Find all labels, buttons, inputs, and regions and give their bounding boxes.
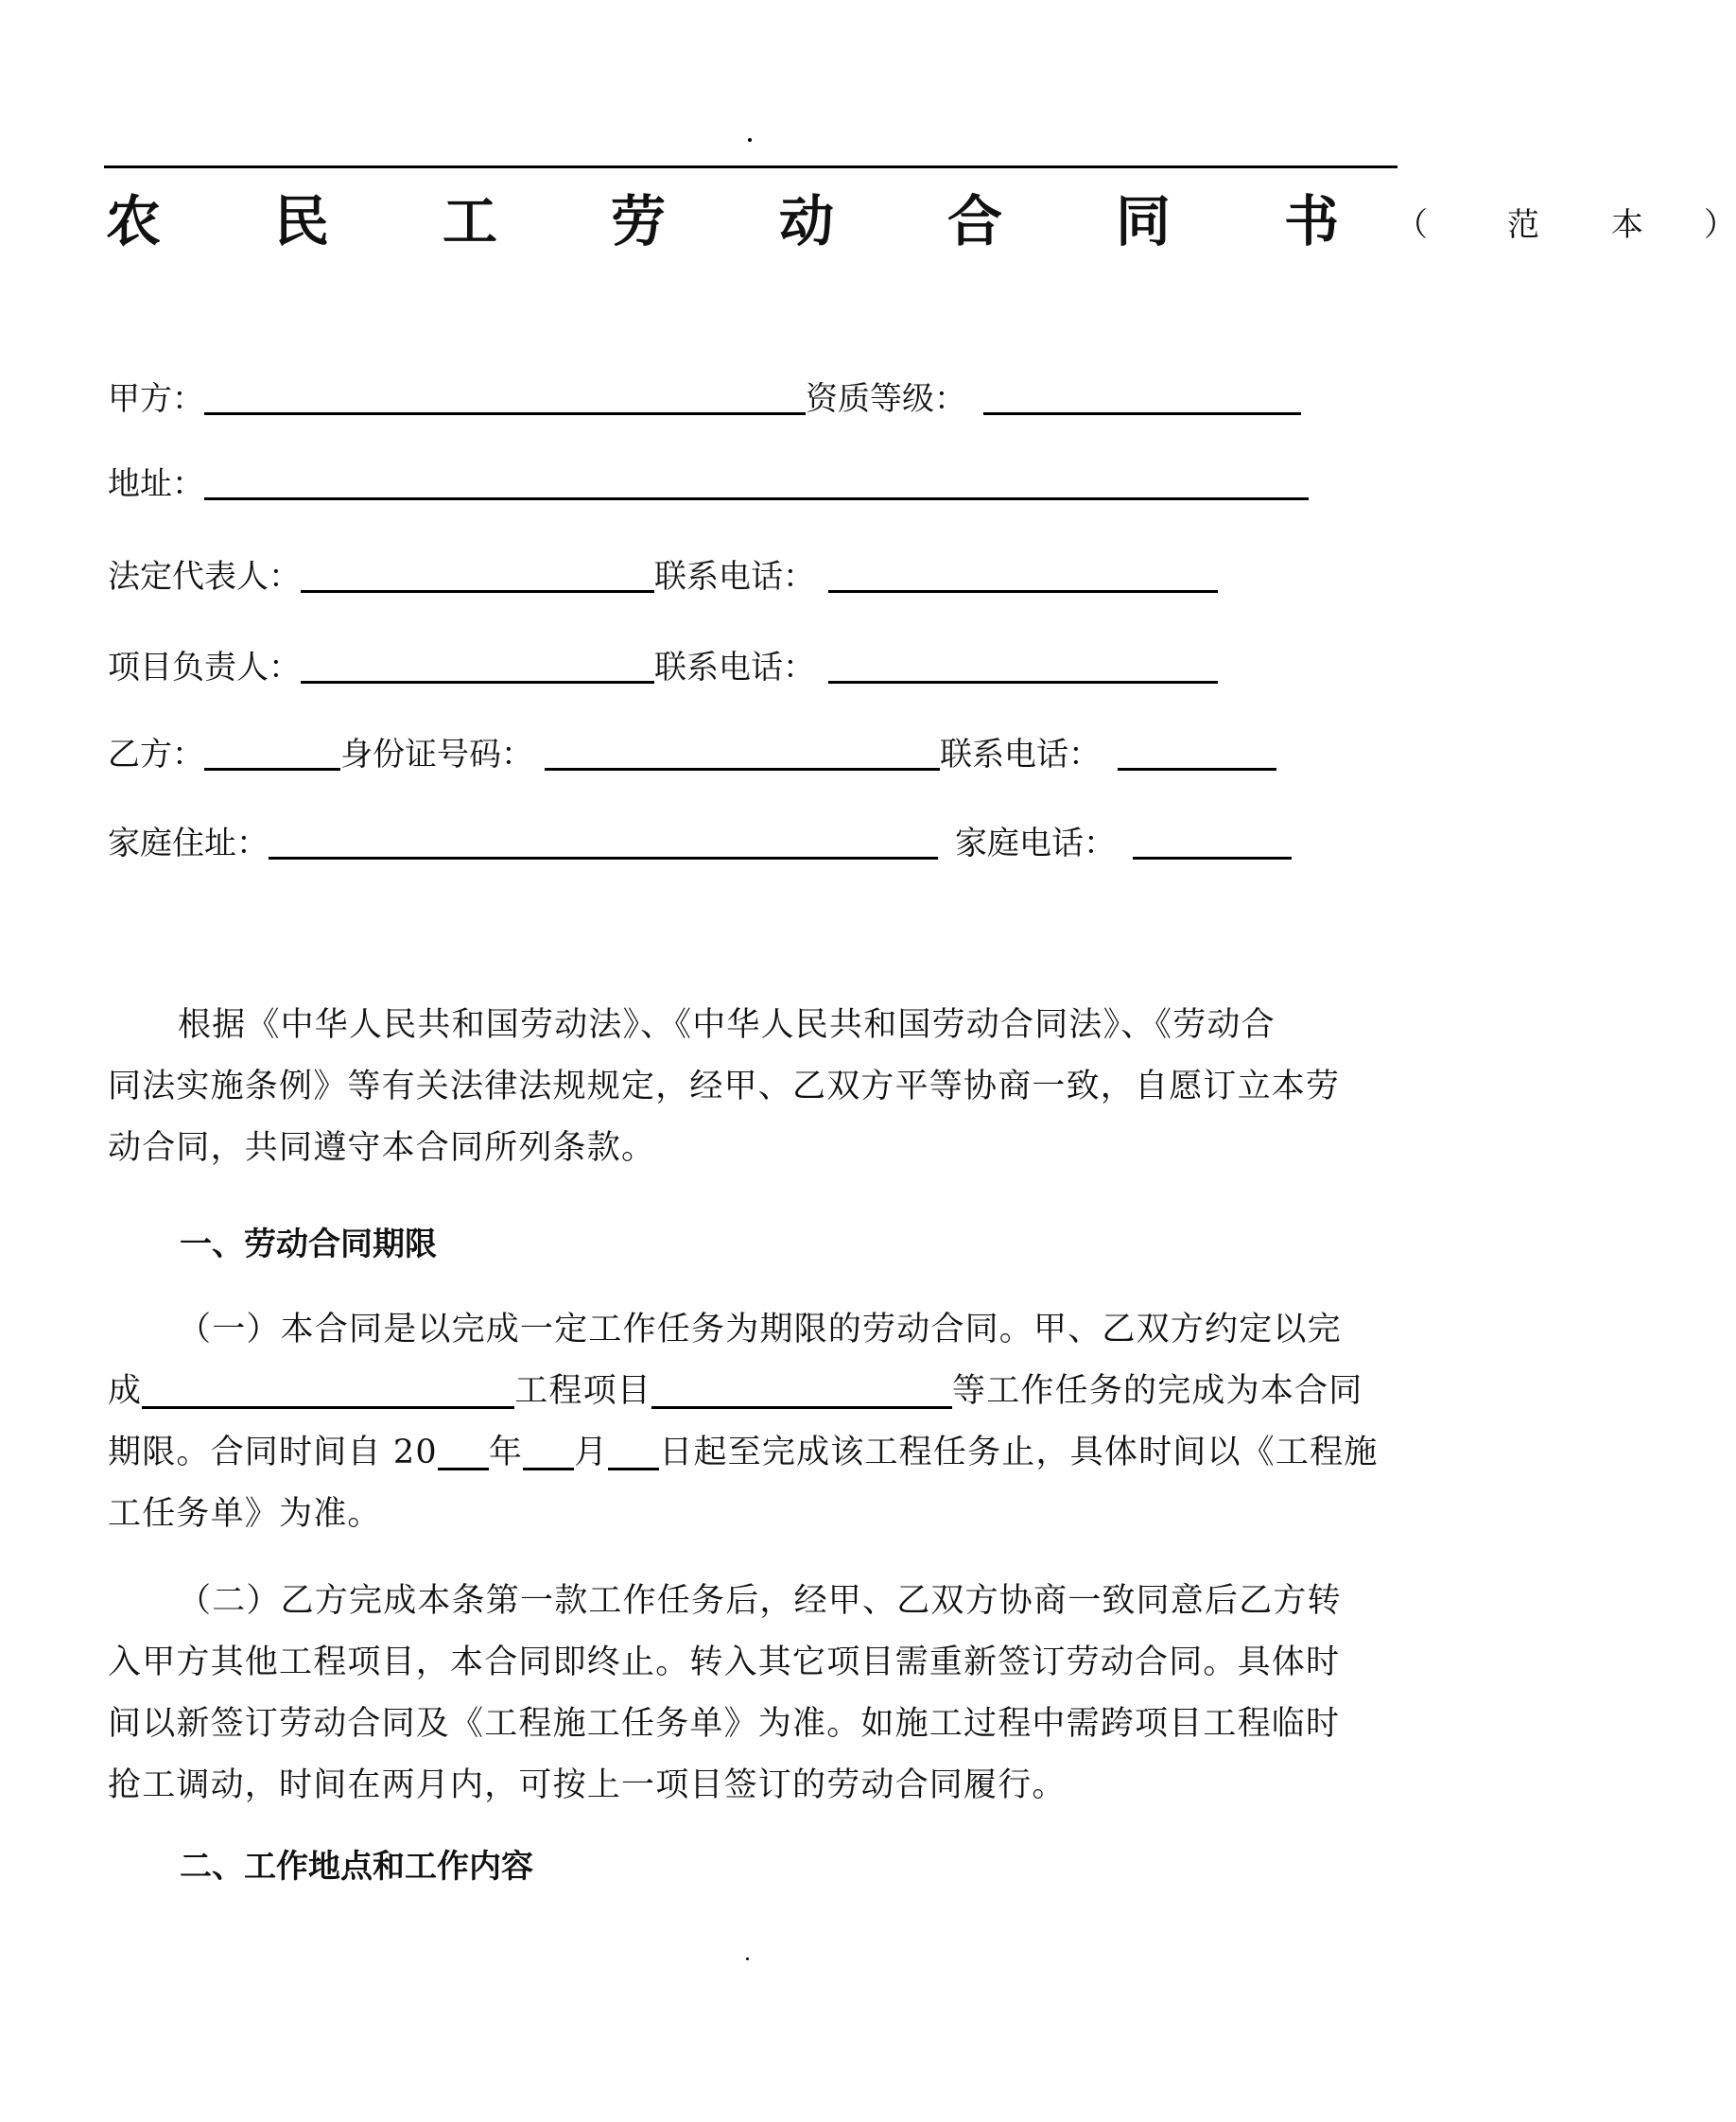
legal-rep-label: 法定代表人：	[108, 558, 301, 596]
clause-2-line: 间以新签订劳动合同及《工程施工任务单》为准。如施工过程中需跨项目工程临时	[108, 1705, 1341, 1743]
clause-1-line	[108, 1422, 1401, 1484]
home-address-blank[interactable]	[269, 825, 938, 860]
field-row-party-a	[108, 378, 1301, 420]
phone-2-label: 联系电话：	[654, 649, 815, 687]
home-phone-blank[interactable]	[1133, 825, 1292, 860]
clause-2-line: 入甲方其他工程项目，本合同即终止。转入其它项目需重新签订劳动合同。具体时	[108, 1644, 1341, 1681]
title-char: 农	[106, 189, 162, 253]
qualification-blank[interactable]	[983, 380, 1301, 415]
section-1-heading: 一、劳动合同期限	[180, 1226, 437, 1263]
header-dot	[748, 138, 752, 142]
id-number-blank[interactable]	[545, 736, 940, 771]
field-row-party-b	[108, 734, 1276, 775]
clause-text: 成	[108, 1372, 143, 1410]
month-blank[interactable]	[523, 1434, 574, 1470]
phone-1-blank[interactable]	[828, 558, 1218, 593]
party-b-blank[interactable]	[204, 736, 340, 771]
clause-2-line: 抢工调动，时间在两月内，可按上一项目签订的劳动合同履行。	[108, 1766, 1067, 1804]
party-a-label: 甲方：	[108, 380, 204, 418]
subtitle-char: 范	[1507, 205, 1539, 244]
clause-1-line	[108, 1361, 1401, 1422]
party-b-label: 乙方：	[108, 736, 204, 774]
subtitle-char: 本	[1611, 205, 1643, 244]
title-char: 动	[779, 189, 835, 253]
header-rule	[104, 165, 1397, 168]
address-blank[interactable]	[204, 465, 1309, 500]
intro-paragraph	[108, 995, 1401, 1179]
clause-text: 年	[488, 1434, 524, 1471]
clause-1	[108, 1299, 1401, 1545]
title-char: 工	[443, 189, 498, 253]
clause-2-line: （二）乙方完成本条第一款工作任务后，经甲、乙双方协商一致同意后乙方转	[178, 1582, 1342, 1620]
address-label: 地址：	[108, 465, 204, 503]
title-char: 合	[947, 189, 1003, 253]
subtitle-close-paren: ）	[1704, 205, 1736, 244]
day-blank[interactable]	[608, 1434, 659, 1470]
title-subtitle	[1396, 191, 1736, 259]
title-char: 民	[274, 189, 330, 253]
title-char: 书	[1284, 189, 1340, 253]
project-lead-label: 项目负责人：	[108, 649, 301, 687]
subtitle-open-paren: （	[1396, 205, 1428, 244]
phone-3-blank[interactable]	[1118, 736, 1276, 771]
legal-rep-blank[interactable]	[301, 558, 654, 593]
intro-line: 动合同，共同遵守本合同所列条款。	[108, 1129, 656, 1167]
title-char: 劳	[611, 189, 667, 253]
field-row-home	[108, 823, 1292, 864]
clause-text: 期限。合同时间自 20	[108, 1434, 438, 1471]
intro-line: 同法实施条例》等有关法律法规规定，经甲、乙双方平等协商一致，自愿订立本劳	[108, 1068, 1341, 1105]
clause-1-line: （一）本合同是以完成一定工作任务为期限的劳动合同。甲、乙双方约定以完	[178, 1311, 1342, 1348]
qualification-label: 资质等级：	[806, 380, 966, 418]
document-title	[106, 187, 1736, 259]
party-a-blank[interactable]	[204, 380, 806, 415]
clause-text: 月	[574, 1434, 609, 1471]
field-row-address	[108, 463, 1309, 505]
footer-dot	[746, 1957, 749, 1960]
id-number-label: 身份证号码：	[340, 736, 533, 774]
field-row-legal-rep	[108, 556, 1218, 598]
home-address-label: 家庭住址：	[108, 825, 269, 862]
clause-text: 等工作任务的完成为本合同	[952, 1372, 1363, 1410]
task-blank[interactable]	[651, 1372, 952, 1409]
section-2-heading: 二、工作地点和工作内容	[180, 1848, 533, 1886]
clause-text: 工程项目	[514, 1372, 652, 1410]
home-phone-label: 家庭电话：	[955, 825, 1116, 862]
phone-1-label: 联系电话：	[654, 558, 815, 596]
clause-1-line: 工任务单》为准。	[108, 1495, 382, 1533]
clause-2	[108, 1571, 1401, 1817]
field-row-project-lead	[108, 647, 1218, 688]
project-name-blank[interactable]	[142, 1372, 514, 1409]
year-blank[interactable]	[438, 1434, 489, 1470]
clause-text: 日起至完成该工程任务止，具体时间以《工程施	[659, 1434, 1379, 1471]
phone-2-blank[interactable]	[828, 649, 1218, 684]
project-lead-blank[interactable]	[301, 649, 654, 684]
intro-line: 根据《中华人民共和国劳动法》、《中华人民共和国劳动合同法》、《劳动合	[178, 1006, 1276, 1044]
phone-3-label: 联系电话：	[940, 736, 1101, 774]
title-char: 同	[1116, 189, 1172, 253]
